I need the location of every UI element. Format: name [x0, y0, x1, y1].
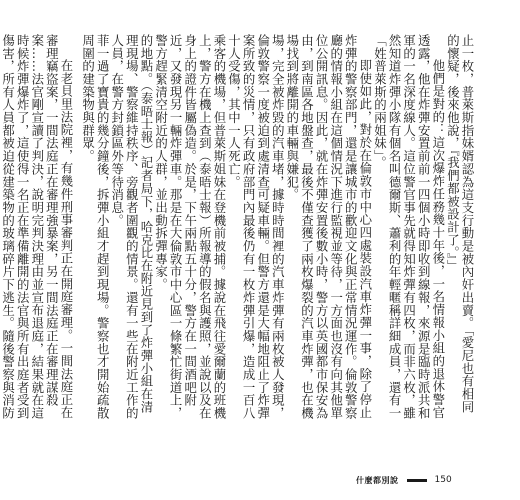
vertical-text-body — [0, 34, 475, 426]
book-title: 什麼都別說 — [356, 475, 399, 485]
paragraph: 的地點。（泰晤士報）記者局下，哈克比在附近見到了炸彈小組在清理現場、警察維持秩序、旁觀者圍觀的情景。還有一些在附近工作的人員，在警方封鎖區外等待消息。 — [109, 34, 154, 420]
paragraph: 在老貝里法院裡，有幾件刑事審判正在開庭審理。一間法庭正在審理竊盜案，一間法庭正在審理強暴案，另一間法庭正在審理謀殺案……法官剛宣讀了判決，說明完判決理由並宣布退庭，結果就在這時候炸彈爆炸了，這使得一名正在準備離開的法官與所有出庭者受到傷害，所有人員都被迫從建築物的玻璃碎片下逃生。隨後警察與消防 — [0, 34, 74, 420]
paragraph: 他們是對的：這次爆炸任務幾十年後，一名情報小組的退休警官透露，他在炸彈安置前前一四個小時即收到線報，來源是臨時派共和軍的一名深度線人。這位警官事先就得知炸彈有四枚，而非六枚，雖然知道炸彈小隊有個名叫德爾斯、蕭利的年輕暱稱詳細成員，還有一「姓普萊斯的兩姐妹」。 — [372, 34, 446, 420]
paragraph: 即使如此，對於在倫敦市中心四處裝設汽車炸彈一事，除了停止炸彈的警察部門，還是讓城市的歡迎文化與正常情況運作。倫敦警察廳的情報小組在這個情況下進行監視並等待，一方面也沒有向其他單位公開訊息。因此，就在炸彈安置後數小時，警方以英國都市保安為由，到南區各地盤查，最後不僅查獲了兩枚爆裂的汽車炸彈，也在機場找到將離開的車輛與嫌犯。 — [284, 34, 373, 420]
page-footer — [356, 473, 476, 487]
paragraph: 止一枚，普萊斯指妹婿認為這支行動是被內奸出賣。「愛尼也有相同的懷疑，後來他說，『我們都被設計了。』」 — [445, 34, 475, 414]
paragraph: 菲一過了寶貴的幾分鐘後，拆彈小組才趕到現場。警察也才開始疏散周圍的建築物與群眾。 — [80, 34, 111, 420]
page-number: 150 — [434, 475, 452, 485]
paragraph: 乘客的機場，但普萊斯姐妹在登機前被捕。據說在飛往愛爾蘭的班機上，警方在機上查到（泰晤士報）所報導的假名與護照，並說以及在身上的證件皆屬偽造。於是，下午兩點五十分，警方在一間酒吧附近，又發現另一輛炸彈車。那是在大倫敦市中心區一條繁忙街道上，警方趕緊清空附近的人群，並出動拆彈專家。 — [153, 34, 227, 420]
footer-rule — [407, 479, 427, 482]
paragraph: 場，完全被炸毀的汽車堵，據時時間裡的汽車炸彈有兩枚被人發現，倫敦警察一度被迫到處清查可疑車輛。但警方還是大幅地阻止了炸彈案所致的災情，只有政府部門內最後仍有一枚炸彈引爆，造成一百八十人受傷，其中一人死亡。 — [226, 34, 286, 420]
